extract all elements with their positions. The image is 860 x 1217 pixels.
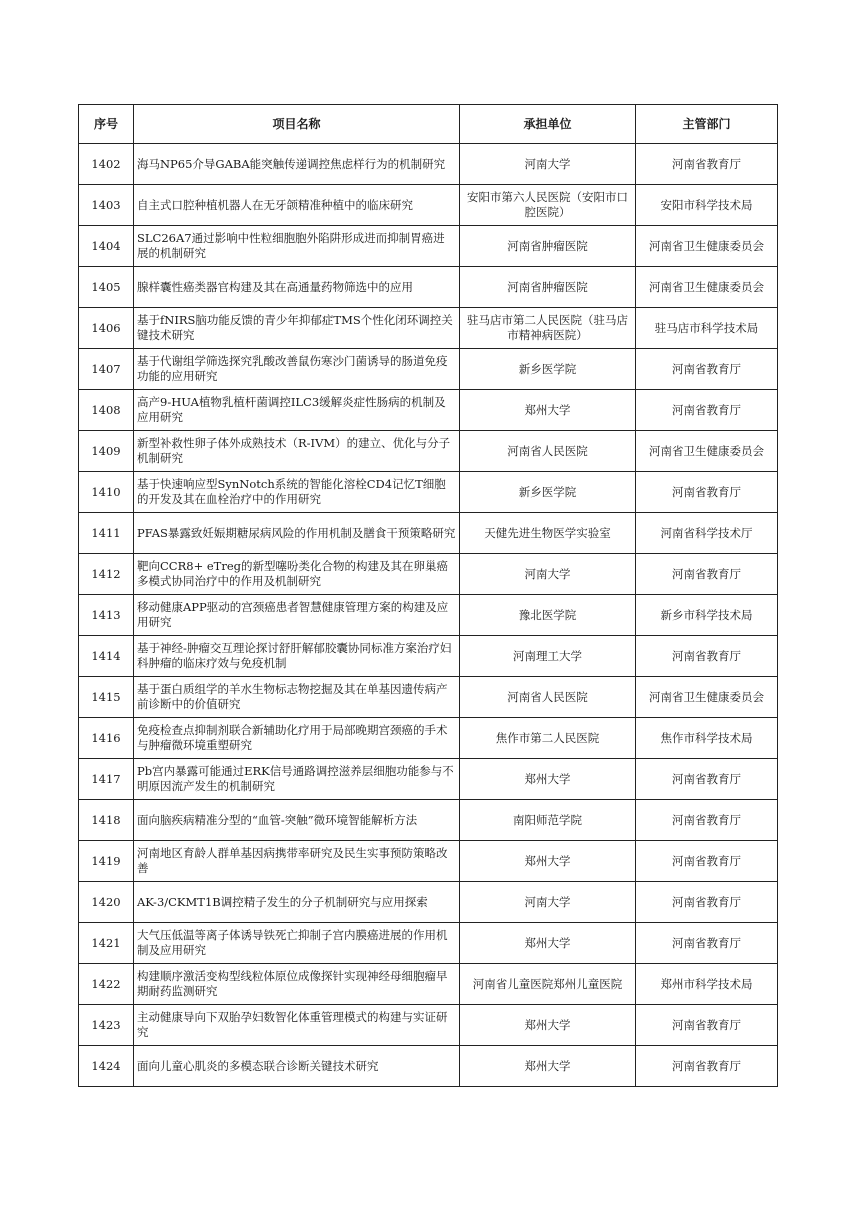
cell-department: 河南省教育厅 (636, 554, 778, 595)
cell-project-name: 面向脑疾病精准分型的“血管-突触”微环境智能解析方法 (134, 800, 460, 841)
cell-project-name: 高产9-HUA植物乳植杆菌调控ILC3缓解炎症性肠病的机制及应用研究 (134, 390, 460, 431)
cell-number: 1403 (79, 185, 134, 226)
cell-number: 1413 (79, 595, 134, 636)
cell-department: 河南省教育厅 (636, 923, 778, 964)
cell-number: 1424 (79, 1046, 134, 1087)
cell-unit: 天健先进生物医学实验室 (460, 513, 636, 554)
cell-number: 1406 (79, 308, 134, 349)
cell-unit: 郑州大学 (460, 1005, 636, 1046)
cell-number: 1423 (79, 1005, 134, 1046)
cell-department: 新乡市科学技术局 (636, 595, 778, 636)
cell-department: 河南省教育厅 (636, 841, 778, 882)
cell-project-name: 大气压低温等离子体诱导铁死亡抑制子宫内膜癌进展的作用机制及应用研究 (134, 923, 460, 964)
cell-unit: 南阳师范学院 (460, 800, 636, 841)
table-row (79, 759, 778, 800)
cell-number: 1405 (79, 267, 134, 308)
cell-department: 河南省卫生健康委员会 (636, 226, 778, 267)
table-row (79, 144, 778, 185)
table-row (79, 308, 778, 349)
cell-unit: 河南大学 (460, 144, 636, 185)
cell-number: 1417 (79, 759, 134, 800)
table-row (79, 718, 778, 759)
table-row (79, 923, 778, 964)
table-row (79, 185, 778, 226)
cell-unit: 河南大学 (460, 882, 636, 923)
table-row (79, 390, 778, 431)
table-row (79, 349, 778, 390)
cell-unit: 郑州大学 (460, 923, 636, 964)
cell-unit: 河南省儿童医院郑州儿童医院 (460, 964, 636, 1005)
cell-number: 1404 (79, 226, 134, 267)
cell-department: 河南省教育厅 (636, 472, 778, 513)
table-row (79, 1046, 778, 1087)
cell-unit: 郑州大学 (460, 390, 636, 431)
cell-department: 河南省教育厅 (636, 390, 778, 431)
cell-number: 1414 (79, 636, 134, 677)
cell-department: 河南省教育厅 (636, 882, 778, 923)
cell-number: 1410 (79, 472, 134, 513)
cell-unit: 河南理工大学 (460, 636, 636, 677)
cell-number: 1416 (79, 718, 134, 759)
cell-project-name: 基于fNIRS脑功能反馈的青少年抑郁症TMS个性化闭环调控关键技术研究 (134, 308, 460, 349)
cell-project-name: 靶向CCR8+ eTreg的新型噻吩类化合物的构建及其在卵巢癌多模式协同治疗中的作用及机制研究 (134, 554, 460, 595)
header-name: 项目名称 (134, 105, 460, 144)
cell-project-name: 海马NP65介导GABA能突触传递调控焦虑样行为的机制研究 (134, 144, 460, 185)
cell-project-name: 腺样囊性癌类器官构建及其在高通量药物筛选中的应用 (134, 267, 460, 308)
cell-project-name: 基于快速响应型SynNotch系统的智能化溶栓CD4记忆T细胞的开发及其在血栓治疗中的作用研究 (134, 472, 460, 513)
cell-unit: 郑州大学 (460, 1046, 636, 1087)
table-row (79, 964, 778, 1005)
cell-project-name: 新型补救性卵子体外成熟技术（R-IVM）的建立、优化与分子机制研究 (134, 431, 460, 472)
project-table (78, 104, 778, 1087)
cell-department: 河南省教育厅 (636, 1046, 778, 1087)
cell-unit: 安阳市第六人民医院（安阳市口腔医院） (460, 185, 636, 226)
cell-unit: 新乡医学院 (460, 472, 636, 513)
cell-number: 1408 (79, 390, 134, 431)
table-row (79, 431, 778, 472)
cell-project-name: PFAS暴露致妊娠期糖尿病风险的作用机制及膳食干预策略研究 (134, 513, 460, 554)
cell-unit: 河南省肿瘤医院 (460, 226, 636, 267)
cell-department: 河南省卫生健康委员会 (636, 267, 778, 308)
cell-number: 1421 (79, 923, 134, 964)
cell-unit: 新乡医学院 (460, 349, 636, 390)
cell-department: 驻马店市科学技术局 (636, 308, 778, 349)
cell-unit: 郑州大学 (460, 759, 636, 800)
cell-department: 河南省教育厅 (636, 144, 778, 185)
cell-number: 1409 (79, 431, 134, 472)
header-no: 序号 (79, 105, 134, 144)
cell-number: 1422 (79, 964, 134, 1005)
table-row (79, 595, 778, 636)
cell-department: 河南省教育厅 (636, 759, 778, 800)
cell-project-name: 免疫检查点抑制剂联合新辅助化疗用于局部晚期宫颈癌的手术与肿瘤微环境重塑研究 (134, 718, 460, 759)
cell-department: 安阳市科学技术局 (636, 185, 778, 226)
cell-department: 焦作市科学技术局 (636, 718, 778, 759)
cell-number: 1420 (79, 882, 134, 923)
cell-number: 1415 (79, 677, 134, 718)
cell-number: 1412 (79, 554, 134, 595)
cell-project-name: 主动健康导向下双胎孕妇数智化体重管理模式的构建与实证研究 (134, 1005, 460, 1046)
table-row (79, 513, 778, 554)
table-row (79, 841, 778, 882)
cell-project-name: 基于神经-肿瘤交互理论探讨舒肝解郁胶囊协同标准方案治疗妇科肿瘤的临床疗效与免疫机制 (134, 636, 460, 677)
table-row (79, 677, 778, 718)
table-row (79, 226, 778, 267)
cell-unit: 郑州大学 (460, 841, 636, 882)
cell-unit: 河南大学 (460, 554, 636, 595)
cell-project-name: 河南地区育龄人群单基因病携带率研究及民生实事预防策略改善 (134, 841, 460, 882)
cell-unit: 河南省肿瘤医院 (460, 267, 636, 308)
table-row (79, 636, 778, 677)
table-header-row (79, 105, 778, 144)
cell-number: 1419 (79, 841, 134, 882)
cell-number: 1418 (79, 800, 134, 841)
cell-project-name: SLC26A7通过影响中性粒细胞胞外陷阱形成进而抑制胃癌进展的机制研究 (134, 226, 460, 267)
cell-project-name: 基于蛋白质组学的羊水生物标志物挖掘及其在单基因遗传病产前诊断中的价值研究 (134, 677, 460, 718)
cell-department: 河南省教育厅 (636, 800, 778, 841)
cell-number: 1411 (79, 513, 134, 554)
cell-project-name: 自主式口腔种植机器人在无牙颌精准种植中的临床研究 (134, 185, 460, 226)
header-unit: 承担单位 (460, 105, 636, 144)
cell-department: 河南省科学技术厅 (636, 513, 778, 554)
cell-number: 1407 (79, 349, 134, 390)
cell-department: 河南省教育厅 (636, 1005, 778, 1046)
table-row (79, 267, 778, 308)
cell-project-name: AK-3/CKMT1B调控精子发生的分子机制研究与应用探索 (134, 882, 460, 923)
cell-department: 河南省教育厅 (636, 349, 778, 390)
cell-unit: 焦作市第二人民医院 (460, 718, 636, 759)
table-row (79, 554, 778, 595)
cell-project-name: 移动健康APP驱动的宫颈癌患者智慧健康管理方案的构建及应用研究 (134, 595, 460, 636)
cell-department: 河南省教育厅 (636, 636, 778, 677)
cell-unit: 驻马店市第二人民医院（驻马店市精神病医院） (460, 308, 636, 349)
table-body (79, 144, 778, 1087)
cell-unit: 河南省人民医院 (460, 677, 636, 718)
cell-unit: 豫北医学院 (460, 595, 636, 636)
cell-department: 河南省卫生健康委员会 (636, 677, 778, 718)
cell-project-name: 基于代谢组学筛选探究乳酸改善鼠伤寒沙门菌诱导的肠道免疫功能的应用研究 (134, 349, 460, 390)
cell-project-name: 面向儿童心肌炎的多模态联合诊断关键技术研究 (134, 1046, 460, 1087)
cell-project-name: 构建顺序激活变构型线粒体原位成像探针实现神经母细胞瘤早期耐药监测研究 (134, 964, 460, 1005)
cell-project-name: Pb宫内暴露可能通过ERK信号通路调控滋养层细胞功能参与不明原因流产发生的机制研究 (134, 759, 460, 800)
table-row (79, 800, 778, 841)
table-row (79, 1005, 778, 1046)
cell-department: 郑州市科学技术局 (636, 964, 778, 1005)
cell-unit: 河南省人民医院 (460, 431, 636, 472)
cell-number: 1402 (79, 144, 134, 185)
table-row (79, 472, 778, 513)
table-row (79, 882, 778, 923)
cell-department: 河南省卫生健康委员会 (636, 431, 778, 472)
header-dept: 主管部门 (636, 105, 778, 144)
